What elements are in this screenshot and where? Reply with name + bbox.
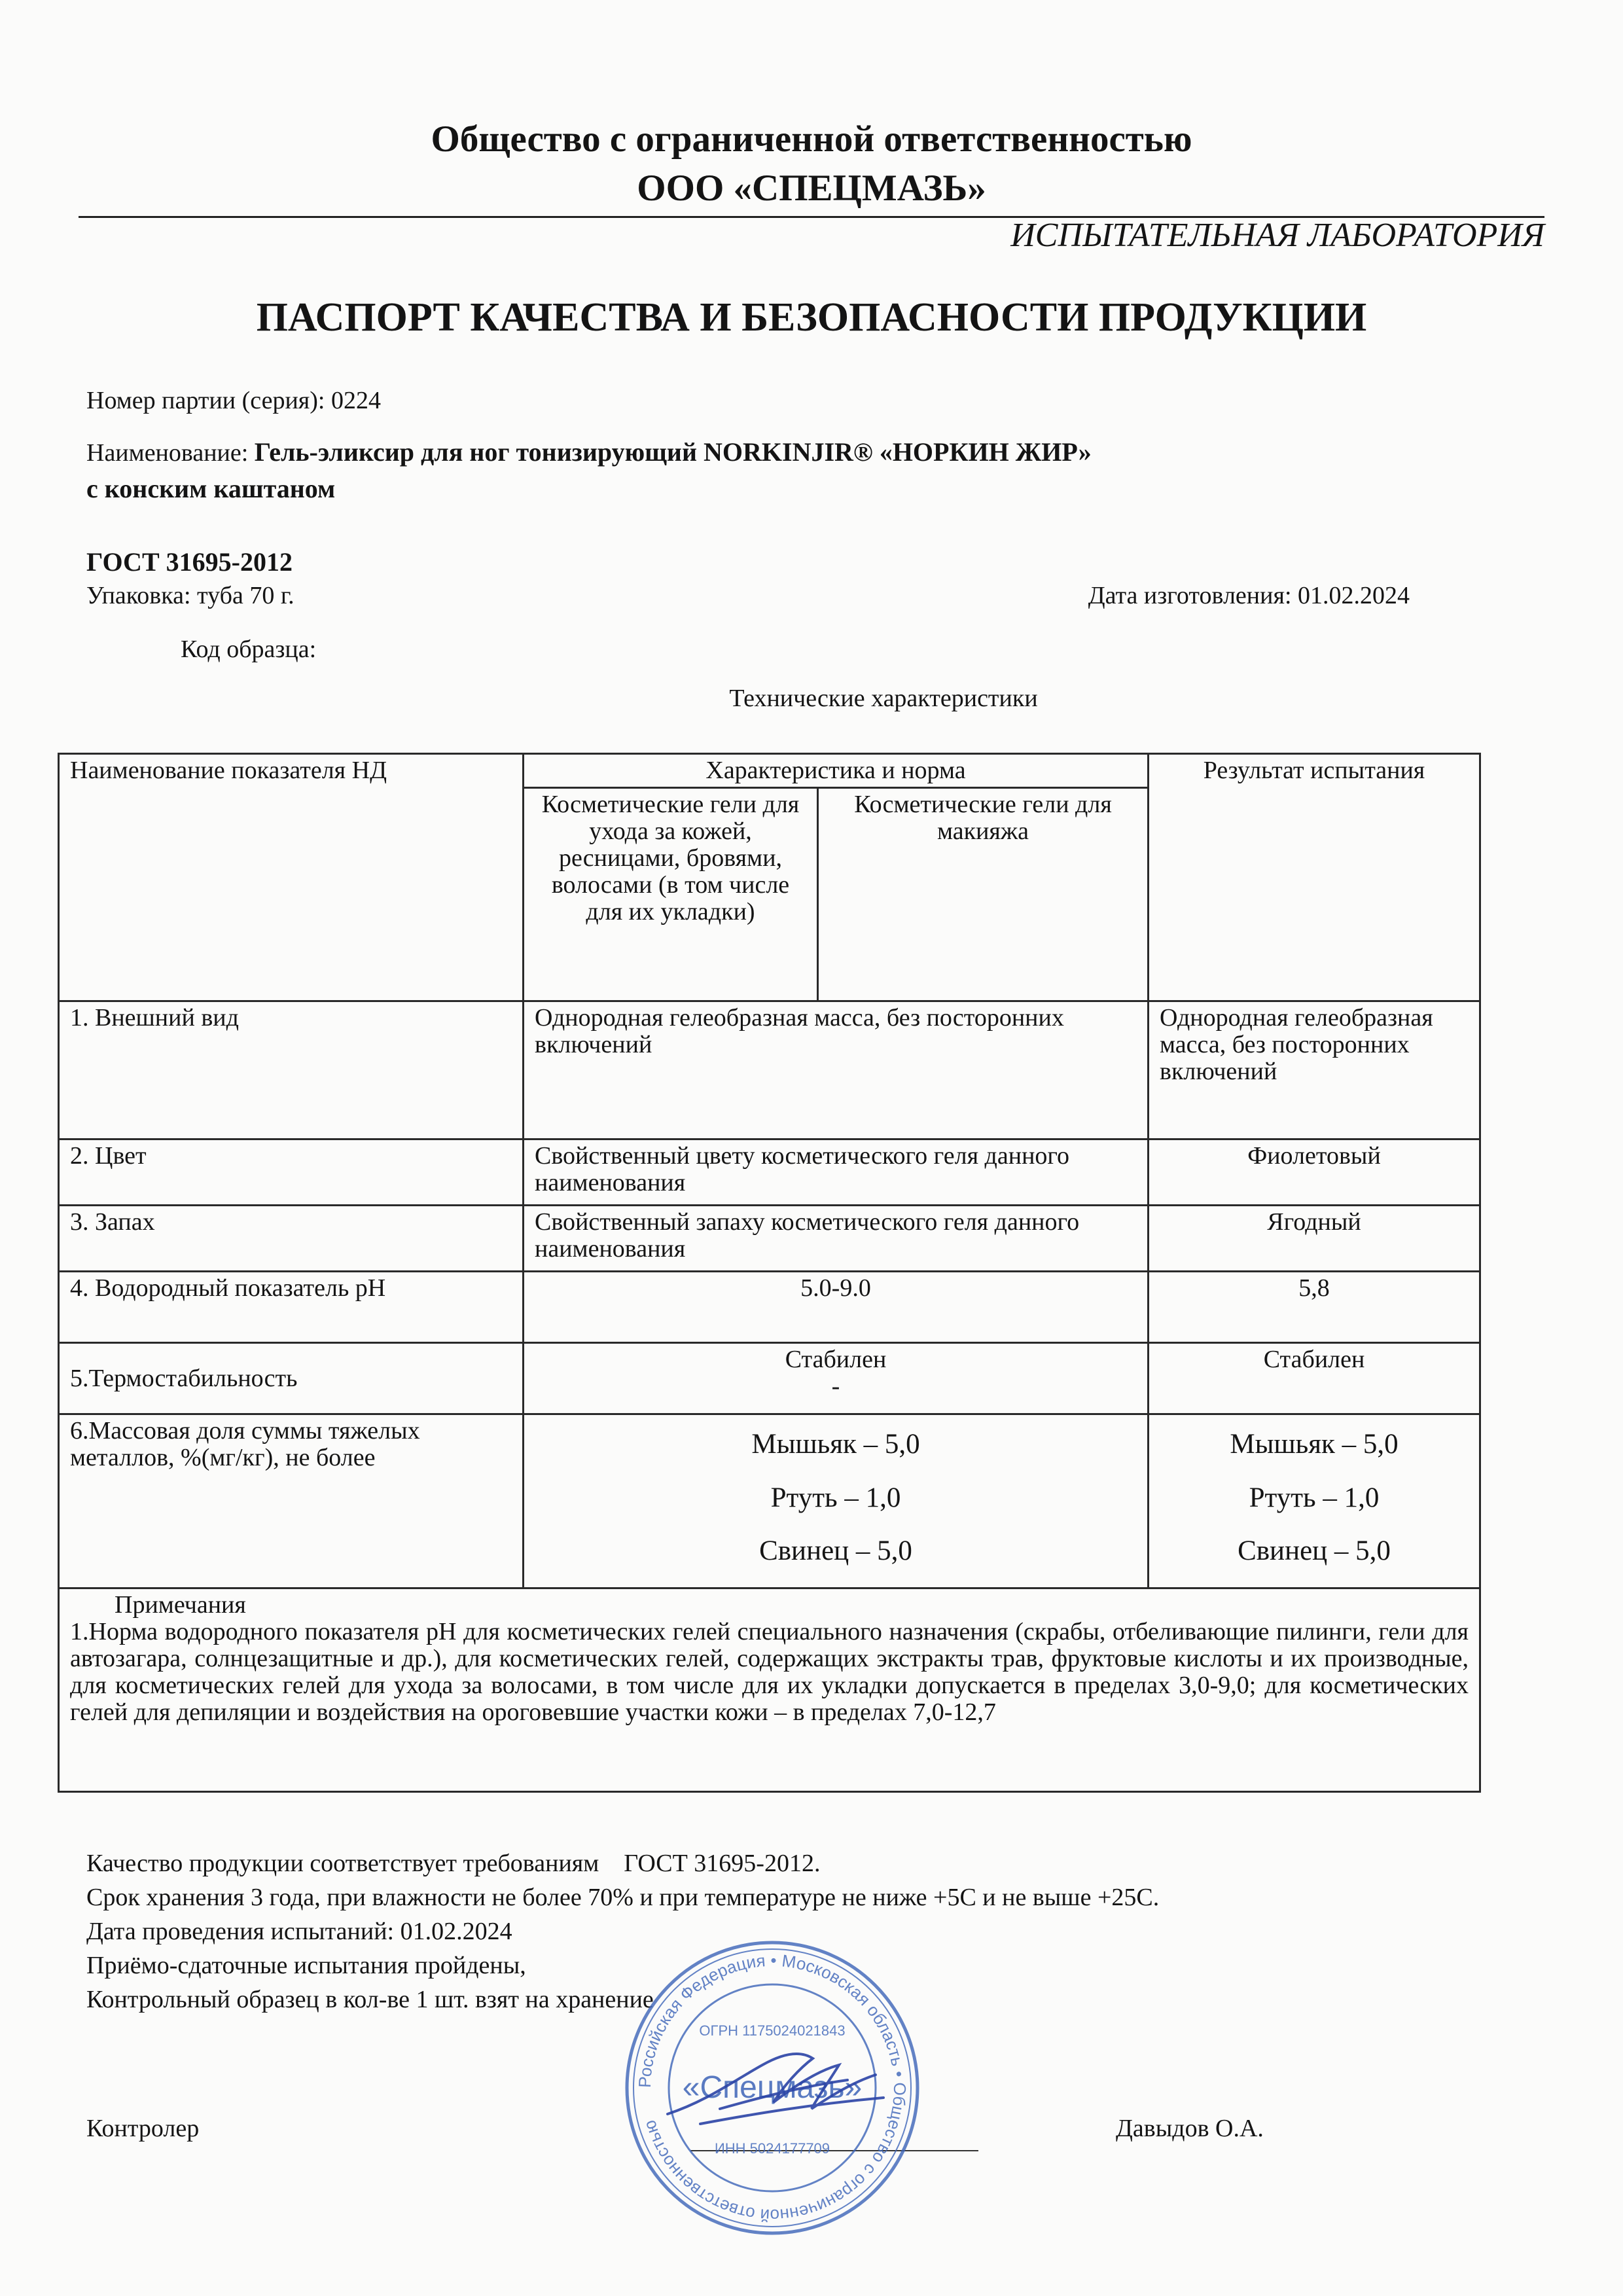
control-sample: Контрольный образец в кол-ве 1 шт. взят на хранение (86, 1986, 654, 2013)
seal-ogrn: ОГРН 1175024021843 (699, 2022, 846, 2039)
row-name: 5.Термостабильность (59, 1343, 524, 1414)
table-row (59, 1001, 1480, 1139)
table-header-row (59, 754, 1480, 788)
subcol-makeup-gels: Косметические гели для макияжа (818, 788, 1149, 1001)
col-norm-header: Характеристика и норма (524, 754, 1149, 788)
table-row (59, 1139, 1480, 1206)
tech-specs-heading: Технические характеристики (729, 685, 1038, 712)
result-mercury: Ртуть – 1,0 (1249, 1482, 1380, 1513)
product-name-line2: с конским каштаном (86, 474, 336, 503)
manufacture-date: Дата изготовления: 01.02.2024 (1088, 582, 1410, 609)
batch-number (86, 386, 381, 415)
notes-text: 1.Норма водородного показателя pH для косметических гелей специального назначения (скрабы, отбеливающие пилинги, гели для автозагара, солнцезащитные и др.), для косметических гелей, содержащих экстракты трав, фруктовые кислоты и их производные, для косметических гелей для ухода за волосами, в том числе для их укладки допускается в пределах 3,0-9,0; для косметических гелей для депиляции и воздействия на ороговевшие участки кожи – в пределах 7,0-12,7 (70, 1618, 1469, 1727)
specs-table (58, 753, 1481, 1793)
product-name-line1 (86, 437, 1092, 467)
test-date: Дата проведения испытаний: 01.02.2024 (86, 1918, 512, 1945)
row-name: 6.Массовая доля суммы тяжелых металлов, %(мг/кг), не более (59, 1414, 524, 1588)
seal-ring-text: Российская Федерация • Московская область • Общество с ограниченной ответственностью (634, 1950, 910, 2226)
notes-row (59, 1588, 1480, 1792)
row-result (1149, 1414, 1480, 1588)
table-row (59, 1272, 1480, 1343)
laboratory-title: ИСПЫТАТЕЛЬНАЯ ЛАБОРАТОРИЯ (1010, 217, 1544, 254)
sample-code-label: Код образца: (181, 636, 317, 663)
row-norm-extra: - (831, 1372, 840, 1401)
seal-center-text: «Спецмазь» (682, 2070, 863, 2105)
subcol-care-gels: Косметические гели для ухода за кожей, ресницами, бровями, волосами (в том числе для их укладки) (524, 788, 818, 1001)
row-result: Однородная гелеобразная масса, без посторонних включений (1149, 1001, 1480, 1139)
row-norm: Однородная гелеобразная масса, без посторонних включений (524, 1001, 1149, 1139)
product-name-value: Гель-эликсир для ног тонизирующий NORKINJIR® «НОРКИН ЖИР» (254, 437, 1092, 467)
table-row (59, 1206, 1480, 1272)
result-arsenic: Мышьяк – 5,0 (1230, 1429, 1399, 1460)
notes-title: Примечания (115, 1591, 246, 1619)
col-indicator-header: Наименование показателя НД (59, 754, 524, 1001)
col-result-header: Результат испытания (1149, 754, 1480, 1001)
quality-statement: Качество продукции соответствует требованиям ГОСТ 31695-2012. (86, 1850, 821, 1877)
row-result: Стабилен (1149, 1343, 1480, 1414)
row-name: 1. Внешний вид (59, 1001, 524, 1139)
table-row (59, 1414, 1480, 1588)
norm-mercury: Ртуть – 1,0 (770, 1482, 901, 1513)
package-info: Упаковка: туба 70 г. (86, 582, 294, 609)
seal-inn: ИНН 5024177709 (714, 2140, 830, 2157)
row-norm-value: Стабилен (785, 1346, 887, 1374)
notes-cell (59, 1588, 1480, 1792)
row-name: 4. Водородный показатель pH (59, 1272, 524, 1343)
company-abbreviation: ООО «СПЕЦМАЗЬ» (637, 168, 986, 209)
row-norm: Свойственный цвету косметического геля данного наименования (524, 1139, 1149, 1206)
product-name-label: Наименование: (86, 439, 249, 467)
row-result: Ягодный (1149, 1206, 1480, 1272)
batch-value: 0224 (331, 387, 381, 414)
controller-name: Давыдов О.А. (1116, 2115, 1264, 2142)
row-norm: 5.0-9.0 (524, 1272, 1149, 1343)
table-row (59, 1343, 1480, 1414)
result-lead: Свинец – 5,0 (1238, 1535, 1391, 1567)
controller-label: Контролер (86, 2115, 200, 2142)
gost-standard: ГОСТ 31695-2012 (86, 547, 293, 577)
norm-lead: Свинец – 5,0 (759, 1535, 912, 1567)
storage-conditions: Срок хранения 3 года, при влажности не более 70% и при температуре не ниже +5С и не выше +25С. (86, 1884, 1160, 1911)
norm-arsenic: Мышьяк – 5,0 (751, 1429, 920, 1460)
document-title: ПАСПОРТ КАЧЕСТВА И БЕЗОПАСНОСТИ ПРОДУКЦИИ (256, 295, 1367, 340)
row-result: Фиолетовый (1149, 1139, 1480, 1206)
row-norm (524, 1414, 1149, 1588)
batch-label: Номер партии (серия): (86, 387, 325, 414)
row-norm (524, 1343, 1149, 1414)
company-name: Общество с ограниченной ответственностью (431, 118, 1192, 160)
row-name: 2. Цвет (59, 1139, 524, 1206)
row-norm: Свойственный запаху косметического геля данного наименования (524, 1206, 1149, 1272)
company-seal (622, 1937, 923, 2238)
row-result: 5,8 (1149, 1272, 1480, 1343)
acceptance-tests: Приёмо-сдаточные испытания пройдены, (86, 1952, 526, 1979)
row-name: 3. Запах (59, 1206, 524, 1272)
